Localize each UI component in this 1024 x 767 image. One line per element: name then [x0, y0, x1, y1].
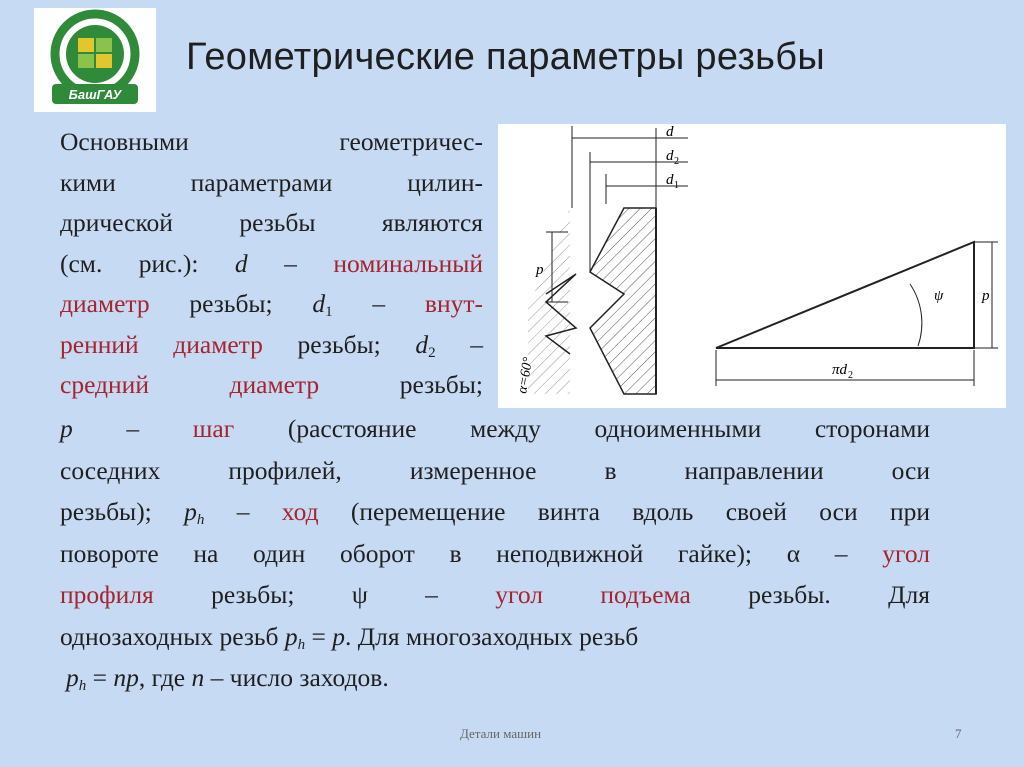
- term-profile-angle: профиля: [60, 580, 154, 609]
- label-p-right: p: [982, 288, 990, 304]
- svg-text:2: 2: [674, 156, 679, 167]
- label-d: d: [666, 124, 674, 140]
- svg-text:1: 1: [674, 180, 679, 191]
- page-title: Геометрические параметры резьбы: [186, 36, 825, 78]
- intro-line: Основными геометричес-: [60, 127, 483, 156]
- intro-line: кими параметрами цилин-: [60, 167, 483, 197]
- term-lead-angle: угол подъема: [495, 580, 691, 609]
- label-d2: d: [666, 148, 674, 164]
- term-nominal-diameter: номинальный: [333, 248, 483, 278]
- label-alpha: α=60°: [515, 356, 537, 395]
- term-lead: ход: [281, 497, 319, 526]
- term-inner-diameter: ренний диаметр: [60, 329, 263, 359]
- intro-paragraph: [60, 122, 483, 406]
- body-line: соседних профилей, измеренное в направлении оси: [60, 455, 930, 485]
- term-mean-diameter: средний диаметр: [60, 370, 320, 399]
- body-line: профиля резьбы; ψ – угол подъема резьбы. Для: [60, 580, 930, 609]
- thread-diagram: [498, 124, 1006, 408]
- body-line: $p_h$ = np, где n – число заходов.: [66, 663, 389, 694]
- label-psi: ψ: [934, 288, 944, 304]
- label-p-left: p: [536, 262, 544, 278]
- body-paragraph: [60, 408, 930, 699]
- footer-subject: Детали машин: [460, 726, 542, 741]
- university-logo: [34, 8, 156, 112]
- logo-bottom-text: БашГАУ: [68, 87, 122, 102]
- intro-line: диаметр резьбы; $d_1$ – внут-: [60, 289, 483, 320]
- intro-line: средний диаметр резьбы;: [60, 370, 483, 399]
- page-number: 7: [955, 726, 962, 741]
- body-line: однозаходных резьб $p_h = p$. Для многозаходных резьб: [60, 621, 639, 653]
- thread-profile-outer: [590, 208, 656, 394]
- intro-line: дрической резьбы являются: [60, 208, 483, 237]
- label-d1: d: [666, 172, 674, 188]
- body-line: повороте на один оборот в неподвижной гайке); α – угол: [60, 538, 930, 568]
- body-line: p – шаг (расстояние между одноименными сторонами: [60, 414, 930, 443]
- intro-line: (см. рис.): d – номинальный: [60, 248, 483, 278]
- label-pid2: πd: [832, 362, 848, 378]
- svg-text:2: 2: [848, 370, 853, 381]
- term-pitch: шаг: [192, 414, 235, 443]
- intro-line: ренний диаметр резьбы; $d_2$ –: [60, 329, 483, 361]
- body-line: резьбы); $p_h$ – ход (перемещение винта вдоль своей оси при: [60, 497, 931, 528]
